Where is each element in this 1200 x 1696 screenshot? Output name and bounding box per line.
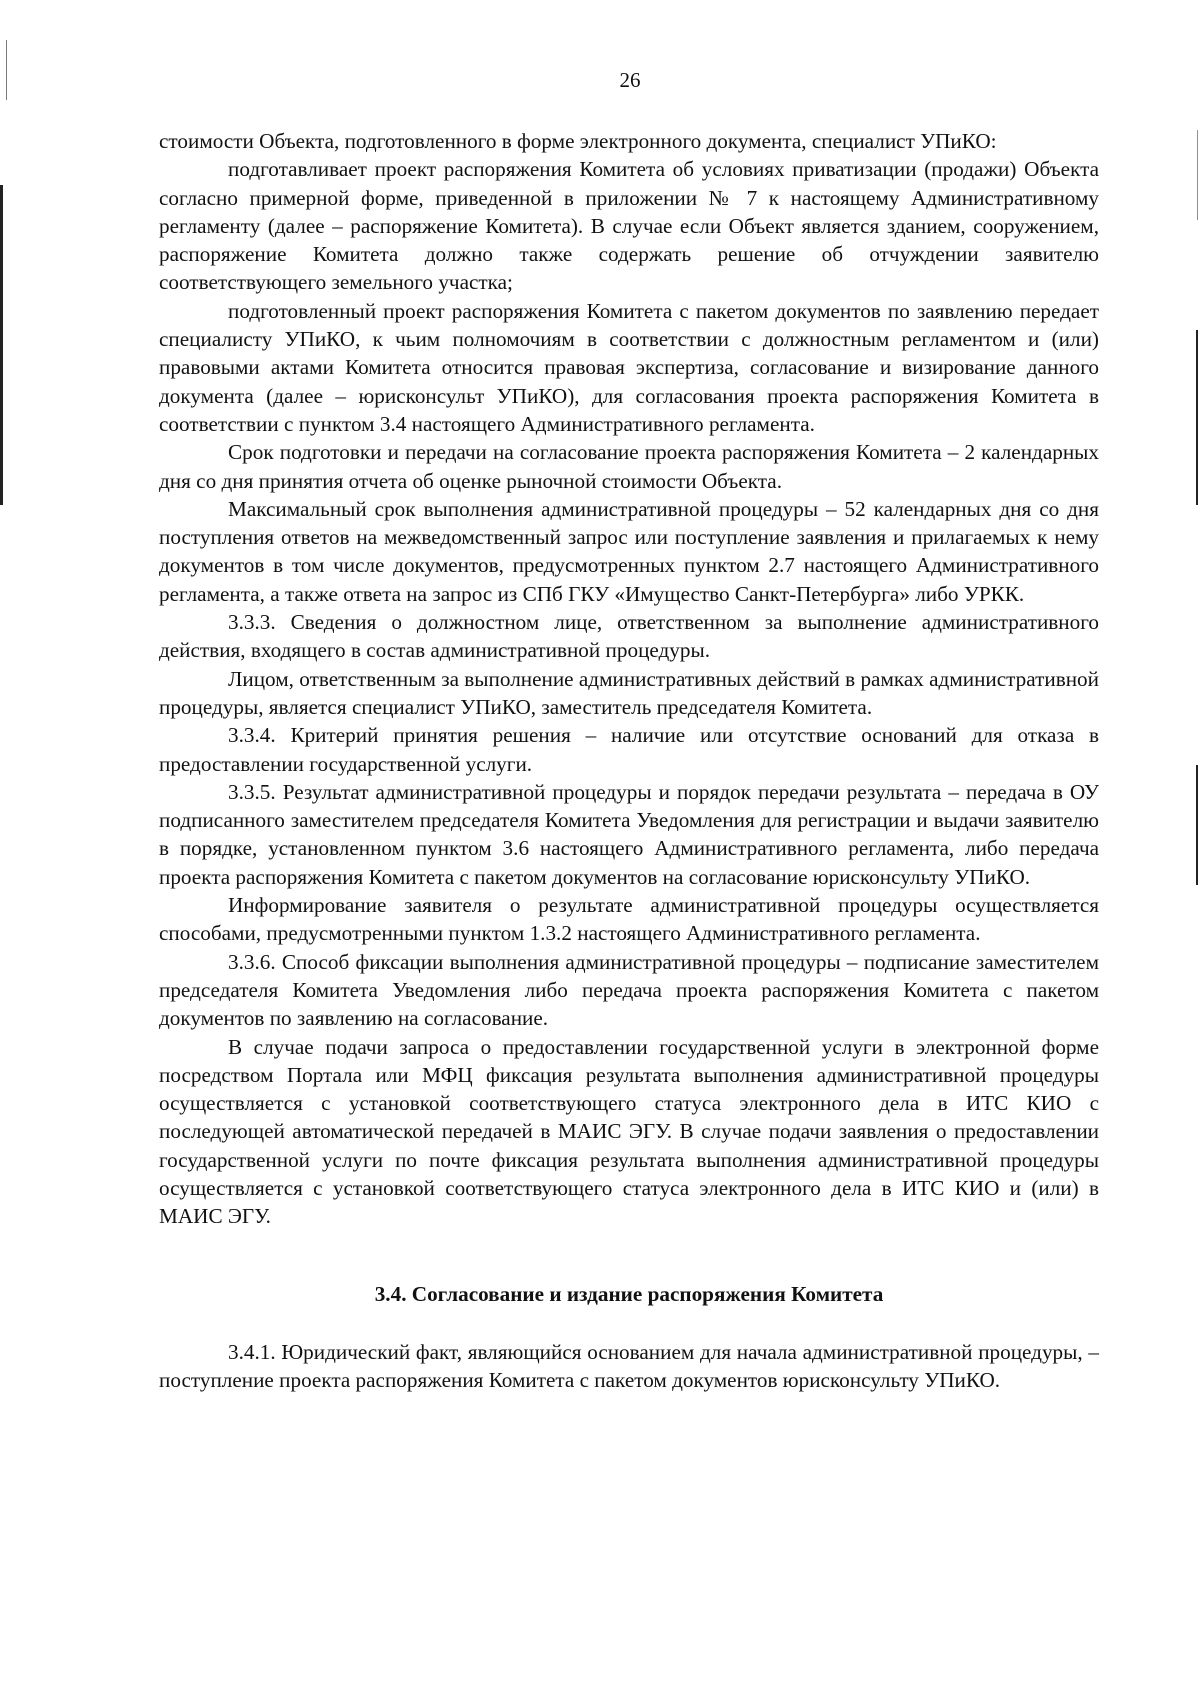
paragraph: 3.3.4. Критерий принятия решения – наличие или отсутствие оснований для отказа в предоставлении государственной услуги. (159, 723, 1099, 776)
section-heading: 3.4. Согласование и издание распоряжения Комитета (374, 1281, 884, 1306)
scan-edge-mark (0, 185, 3, 505)
document-body (159, 127, 1099, 1394)
paragraph: стоимости Объекта, подготовленного в форме электронного документа, специалист УПиКО: (159, 129, 997, 153)
paragraph: Срок подготовки и передачи на согласование проекта распоряжения Комитета – 2 календарных дня со дня принятия отчета об оценке рыночной стоимости Объекта. (159, 440, 1099, 493)
paragraph: Лицом, ответственным за выполнение административных действий в рамках административной процедуры, является специалист УПиКО, заместитель председателя Комитета. (159, 666, 1099, 719)
paragraph: 3.4.1. Юридический факт, являющийся основанием для начала административной процедуры, – поступление проекта распоряжения Комитета с пакетом документов юрисконсульту УПиКО. (159, 1339, 1099, 1393)
paragraph: В случае подачи запроса о предоставлении государственной услуги в электронной форме посредством Портала или МФЦ фиксация результата выполнения административной процедуры осуществляется с установкой соответствующего статуса электронного дела в ИТС КИО с последующей автоматической передачей в МАИС ЭГУ. В случае подачи заявления о предоставлении государственной услуги по почте фиксация результата выполнения административной процедуры осуществляется с установкой соответствующего статуса электронного дела в ИТС КИО и (или) в МАИС ЭГУ. (159, 1034, 1099, 1229)
paragraph: подготовленный проект распоряжения Комитета с пакетом документов по заявлению передает специалисту УПиКО, к чьим полномочиям в соответствии с должностным регламентом и (или) правовыми актами Комитета относится правовая экспертиза, согласование и визирование данного документа (далее – юрисконсульт УПиКО), для согласования проекта распоряжения Комитета в соответствии с пунктом 3.4 настоящего Административного регламента. (159, 298, 1099, 436)
scan-edge-mark (1196, 765, 1198, 885)
paragraph: 3.3.3. Сведения о должностном лице, ответственном за выполнение административного действия, входящего в состав административной процедуры. (159, 610, 1099, 663)
paragraph: 3.3.6. Способ фиксации выполнения административной процедуры – подписание заместителем председателя Комитета Уведомления либо передача проекта распоряжения Комитета с пакетом документов по заявлению на согласование. (159, 949, 1099, 1031)
paragraph: подготавливает проект распоряжения Комитета об условиях приватизации (продажи) Объекта согласно примерной форме, приведенной в приложении № 7 к настоящему Административному регламенту (далее – распоряжение Комитета). В случае если Объект является зданием, сооружением, распоряжение Комитета должно также содержать решение об отчуждении заявителю соответствующего земельного участка; (159, 157, 1099, 295)
paragraph: 3.3.5. Результат административной процедуры и порядок передачи результата – передача в ОУ подписанного заместителем председателя Комитета Уведомления для регистрации и выдачи заявителю в порядке, установленном пунктом 3.6 настоящего Административного регламента, либо передача проекта распоряжения Комитета с пакетом документов на согласование юрисконсульту УПиКО. (159, 779, 1099, 889)
page-number: 26 (619, 68, 641, 92)
paragraph: Информирование заявителя о результате административной процедуры осуществляется способами, предусмотренными пунктом 1.3.2 настоящего Административного регламента. (159, 893, 1099, 946)
scan-edge-mark (6, 40, 7, 100)
scan-edge-mark (1196, 330, 1198, 505)
scan-edge-mark (1197, 130, 1198, 220)
paragraph: Максимальный срок выполнения административной процедуры – 52 календарных дня со дня поступления ответов на межведомственный запрос или поступление заявления и прилагаемых к нему документов в том числе документов, предусмотренных пунктом 2.7 настоящего Административного регламента, а также ответа на запрос из СПб ГКУ «Имущество Санкт-Петербурга» либо УРКК. (159, 496, 1099, 606)
